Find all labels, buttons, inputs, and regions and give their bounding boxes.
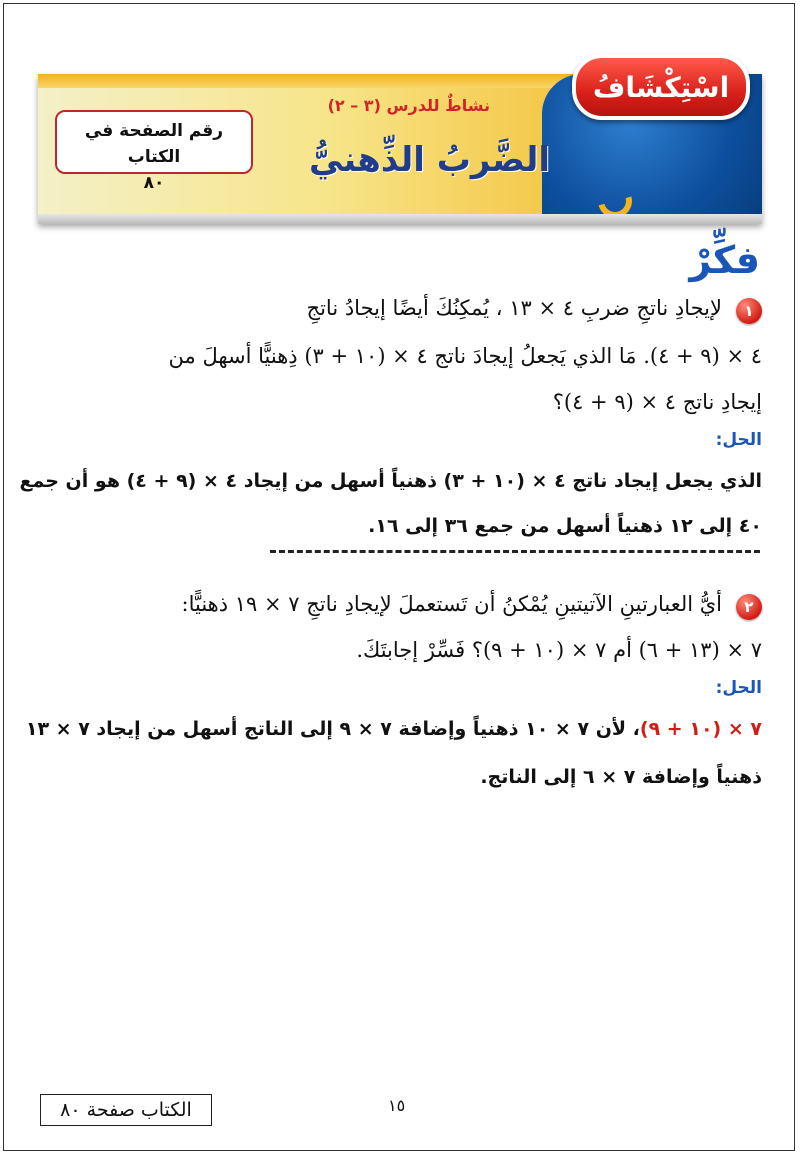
page-number: ١٥ (388, 1096, 406, 1115)
solution-2-line-1 (26, 718, 762, 740)
solution-1-label: الحل: (715, 430, 762, 450)
book-page-box (55, 110, 253, 193)
solution-1-line-2: ٤٠ إلى ١٢ ذهنياً أسهل من جمع ٣٦ إلى ١٦. (368, 515, 762, 537)
solution-2-highlight: ٧ × (١٠ + ٩) (639, 718, 762, 740)
lesson-tag: نشاطٌ للدرس (٣ – ٢) (327, 96, 490, 115)
banner-bottom-strip (38, 214, 762, 224)
book-reference: الكتاب صفحة ٨٠ (60, 1099, 192, 1121)
question-1-line-3: إيجادِ ناتج ٤ × (٩ + ٤)؟ (552, 390, 762, 414)
question-1-number-icon (736, 298, 762, 324)
divider-dashes (270, 550, 760, 553)
question-1-line-2: ٤ × (٩ + ٤). مَا الذي يَجعلُ إيجادَ ناتج ٤ × (١٠ + ٣) ذِهنيًّا أسهلَ من (168, 344, 762, 368)
explore-label: اسْتِكْشَافُ (592, 70, 730, 104)
question-1-line-1: لإيجادِ ناتجِ ضربِ ٤ × ١٣ ، يُمكِنُكَ أيضًا إيجادُ ناتجِ (306, 296, 722, 320)
solution-1-line-1: الذي يجعل إيجاد ناتج ٤ × (١٠ + ٣) ذهنياً أسهل من إيجاد ٤ × (٩ + ٤) هو أن جمع (19, 470, 762, 492)
solution-2-line-2: ذهنياً وإضافة ٧ × ٦ إلى الناتج. (480, 766, 762, 788)
section-heading: فكِّرْ (689, 238, 760, 282)
book-page-label: رقم الصفحة في الكتاب (84, 121, 224, 167)
book-reference-box (40, 1094, 212, 1126)
question-1-number: ١ (744, 302, 754, 320)
lesson-title: الضَّربُ الذِّهنيُّ (309, 140, 550, 180)
question-2-line-2: ٧ × (١٣ + ٦) أم ٧ × (١٠ + ٩)؟ فَسِّرْ إجابتَكَ. (356, 638, 762, 662)
question-2-number-icon (736, 594, 762, 620)
question-2-line-1: أيُّ العبارتينِ الآتيتينِ يُمْكنُ أن تَستعملَ لإيجادِ ناتجِ ٧ × ١٩ ذهنيًّا: (181, 592, 722, 616)
question-2-number: ٢ (744, 598, 754, 616)
solution-2-label: الحل: (715, 678, 762, 698)
explore-badge (572, 54, 750, 120)
book-page-number: ٨٠ (143, 173, 165, 193)
solution-2-line-1-rest: ، لأن ٧ × ١٠ ذهنياً وإضافة ٧ × ٩ إلى الناتج أسهل من إيجاد ٧ × ١٣ (25, 718, 640, 740)
